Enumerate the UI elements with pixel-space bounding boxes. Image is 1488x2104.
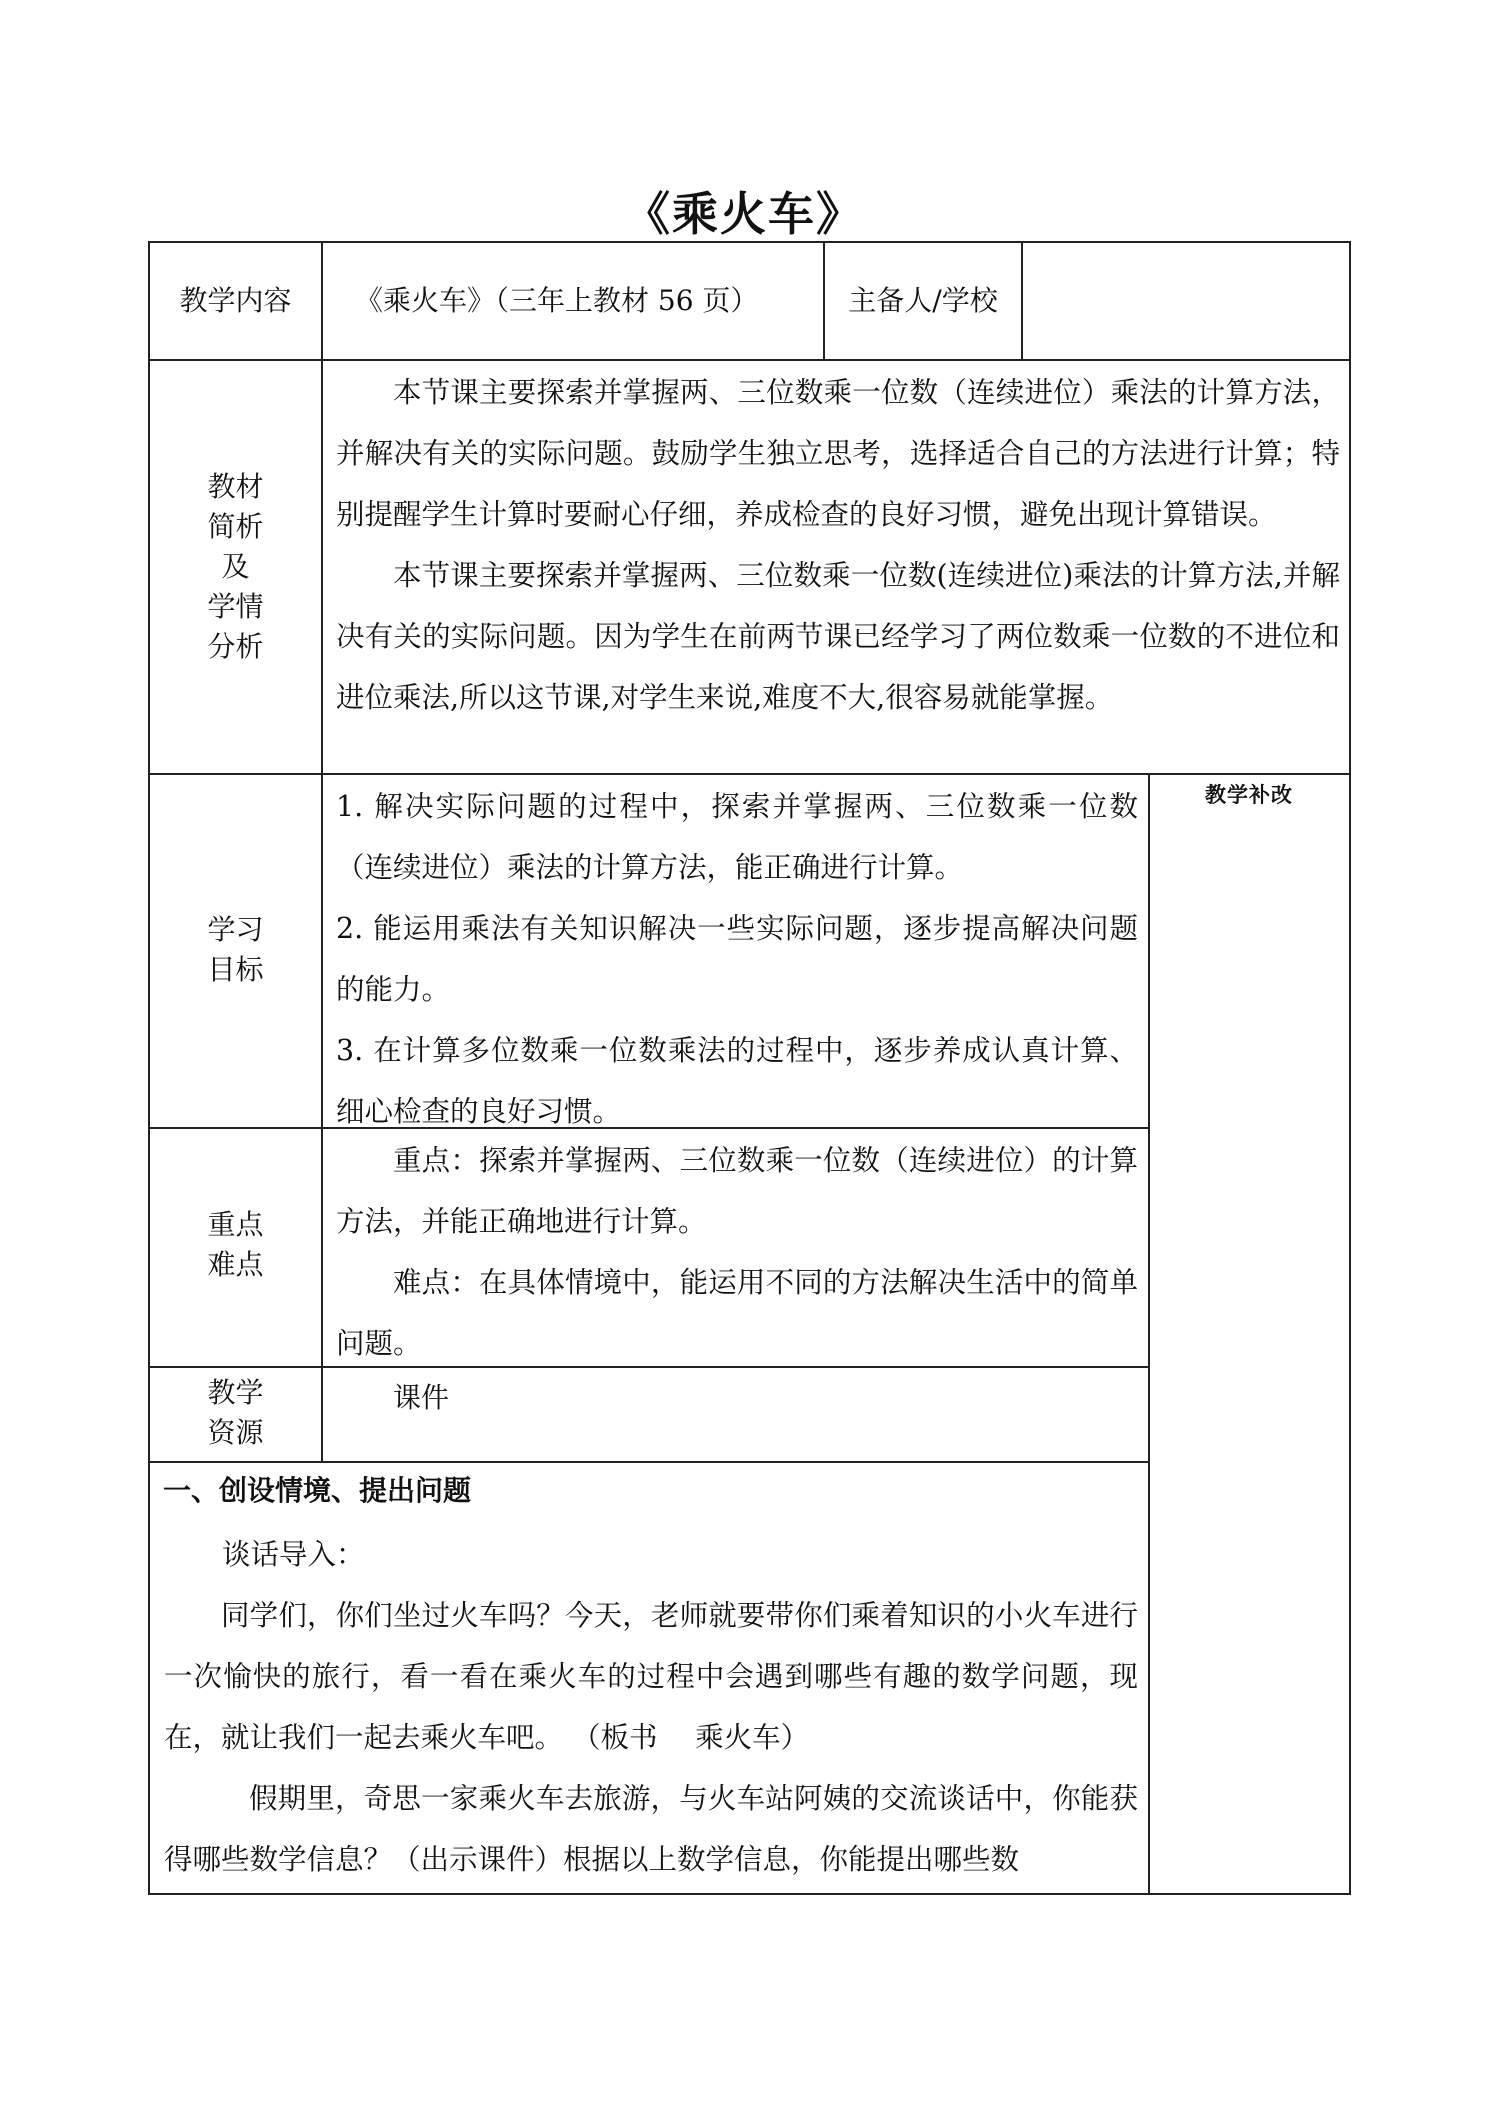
objectives-list: [336, 776, 1138, 1142]
analysis-label: [150, 467, 321, 667]
table-rule: [1148, 773, 1150, 1895]
table-rule: [148, 359, 1351, 361]
content-label: 教学内容: [179, 284, 292, 317]
content-value: 《乘火车》（三年上教材 56 页）: [355, 284, 759, 317]
paragraph: 假期里，奇思一家乘火车去旅游，与火车站阿姨的交流谈话中，你能获得哪些数学信息？（出示课件）根据以上数学信息，你能提出哪些数: [164, 1782, 1138, 1876]
label-line: 难点: [207, 1248, 264, 1281]
paragraph: 本节课主要探索并掌握两、三位数乘一位数(连续进位)乘法的计算方法,并解决有关的实际问题。因为学生在前两节课已经学习了两位数乘一位数的不进位和进位乘法,所以这节课,对学生来说,难度不大,很容易就能掌握。: [336, 559, 1340, 714]
paragraph: 同学们，你们坐过火车吗？今天，老师就要带你们乘着知识的小火车进行一次愉快的旅行，看一看在乘火车的过程中会遇到哪些有趣的数学问题，现在，就让我们一起去乘火车吧。 （板书 乘火车）: [164, 1599, 1138, 1754]
label-line: 教学: [207, 1376, 264, 1409]
table-rule: [148, 773, 1351, 775]
table-rule: [148, 1893, 1351, 1895]
objectives-label: [150, 910, 321, 990]
author-label: 主备人/学校: [848, 284, 998, 317]
objective-item: 2. 能运用乘法有关知识解决一些实际问题，逐步提高解决问题 的能力。: [336, 912, 1138, 1006]
label-line: 目标: [207, 953, 264, 986]
label-line: 简析: [207, 510, 264, 543]
label-line: 分析: [207, 630, 264, 663]
objective-item: 3. 在计算多位数乘一位数乘法的过程中，逐步养成认真计算、细心检查的良好习惯。: [336, 1034, 1138, 1128]
resources-label: [150, 1373, 321, 1453]
label-line: 学情: [207, 590, 264, 623]
document-title: 《乘火车》: [624, 187, 864, 241]
table-rule: [1349, 241, 1351, 1895]
paragraph: 重点：探索并掌握两、三位数乘一位数（连续进位）的计算方法，并能正确地进行计算。: [336, 1144, 1138, 1238]
table-rule: [321, 241, 323, 1463]
table-rule: [148, 1461, 1150, 1463]
key-points-label: [150, 1205, 321, 1285]
paragraph: 本节课主要探索并掌握两、三位数乘一位数（连续进位）乘法的计算方法，并解决有关的实际问题。鼓励学生独立思考，选择适合自己的方法进行计算；特别提醒学生计算时要耐心仔细，养成检查的良好习惯，避免出现计算错误。: [336, 376, 1340, 531]
resources-value: 课件: [393, 1381, 450, 1414]
label-line: 重点: [207, 1208, 264, 1241]
revision-note-label: 教学补改: [1205, 783, 1293, 807]
analysis-text: [336, 362, 1340, 728]
paragraph: 难点：在具体情境中，能运用不同的方法解决生活中的简单问题。: [336, 1266, 1138, 1360]
label-line: 学习: [207, 913, 264, 946]
section-heading: 一、创设情境、提出问题: [163, 1474, 472, 1507]
key-points-text: [336, 1130, 1138, 1374]
objective-item: 1. 解决实际问题的过程中，探索并掌握两、三位数乘一位数（连续进位）乘法的计算方法，能正确进行计算。: [336, 790, 1138, 884]
intro-label: 谈话导入：: [222, 1538, 365, 1571]
table-rule: [148, 241, 1351, 243]
label-line: 资源: [207, 1416, 264, 1449]
label-line: 及: [221, 550, 250, 583]
process-text: [164, 1585, 1138, 1890]
table-rule: [1021, 241, 1023, 361]
label-line: 教材: [207, 470, 264, 503]
